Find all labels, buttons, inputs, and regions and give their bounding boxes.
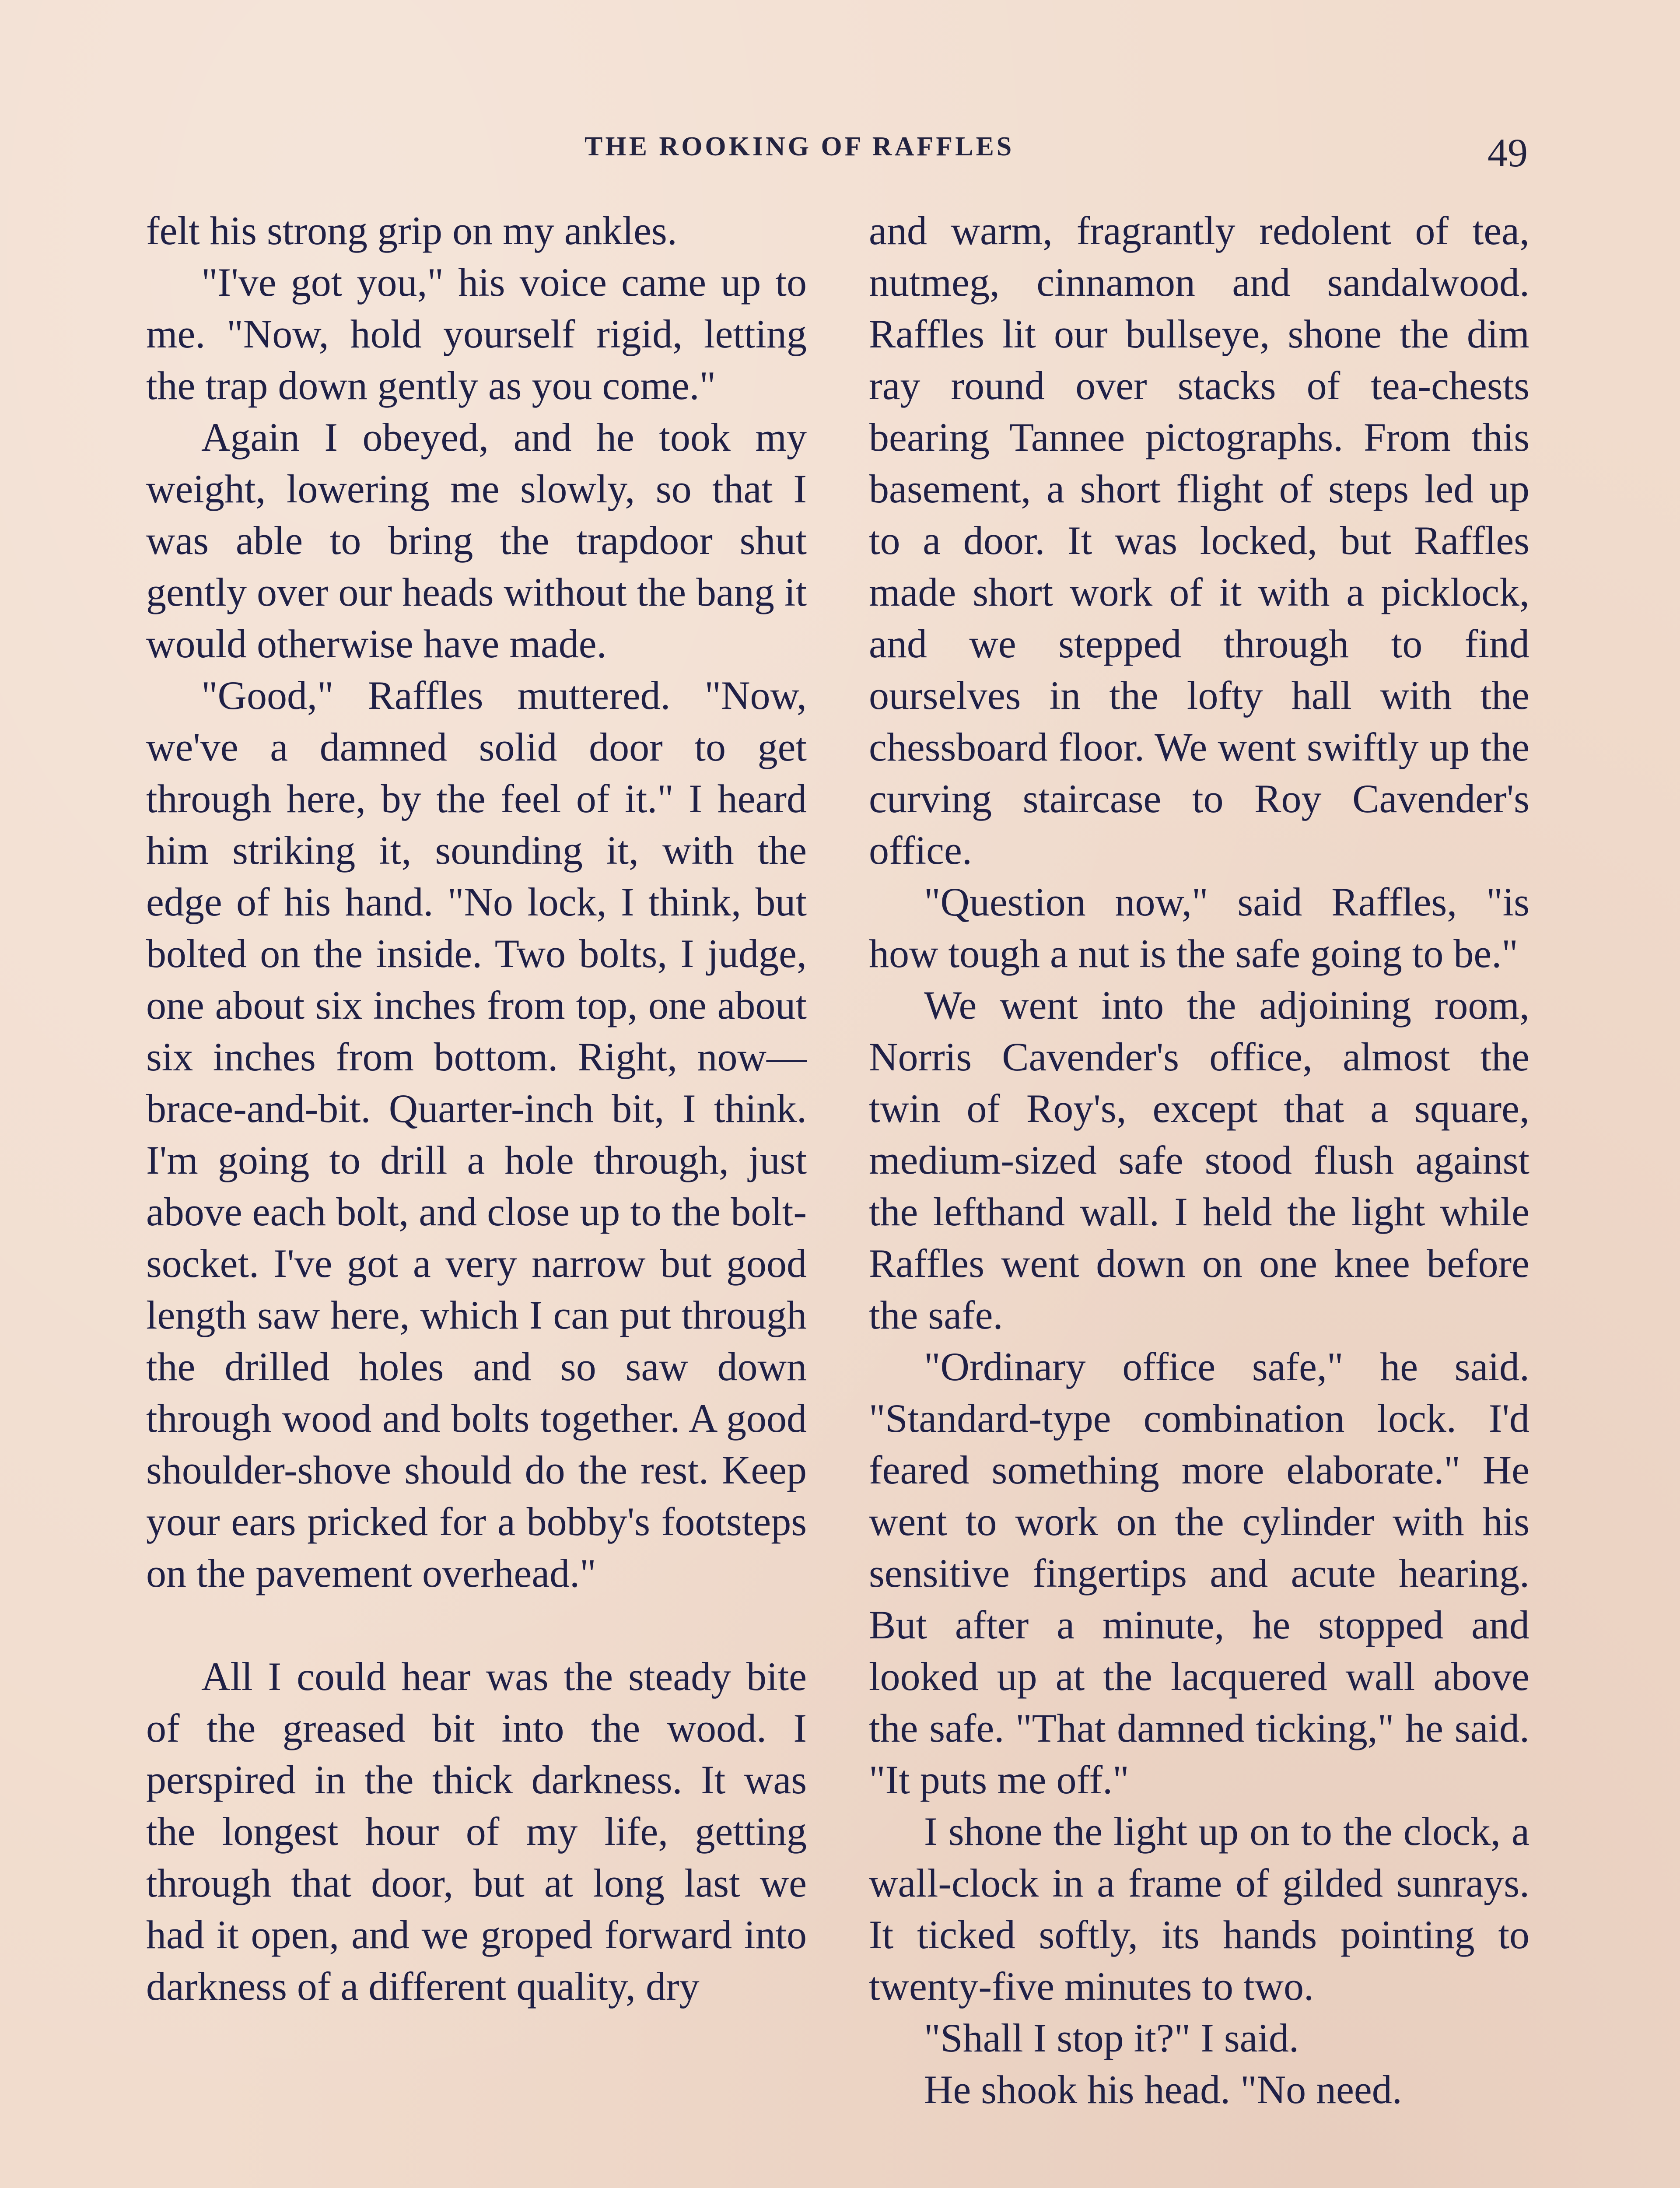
right-column [869,205,1530,2115]
section-break [146,1599,807,1651]
left-column [146,205,807,2012]
running-title: THE ROOKING OF RAFFLES [584,132,1015,161]
paragraph: Again I obeyed, and he took my weight, lowering me slowly, so that I was able to bring the trapdoor shut gently over our heads without the bang it would otherwise have made. [146,415,807,666]
paragraph: I shone the light up on to the clock, a wall-clock in a frame of gilded sunrays. It ticked softly, its hands pointing to twenty-five minutes to two. [869,1809,1530,2009]
paragraph: We went into the adjoining room, Norris Cavender's office, almost the twin of Roy's, except that a square, medium-sized safe stood flush against the lefthand wall. I held the light while Raffles went down on one knee before the safe. [869,983,1530,1337]
paragraph: "I've got you," his voice came up to me. "Now, hold yourself rigid, letting the trap down gently as you come." [146,260,807,408]
paragraph: "Good," Raffles muttered. "Now, we've a damned solid door to get through here, by the feel of it." I heard him striking it, sounding it, with the edge of his hand. "No lock, I think, but bolted on the inside. Two bolts, I judge, one about six inches from top, one about six inches from bottom. Right, now—brace-and-bit. Quarter-inch bit, I think. I'm going to drill a hole through, just above each bolt, and close up to the bolt-socket. I've got a very narrow but good length saw here, which I can put through the drilled holes and so saw down through wood and bolts together. A good shoulder-shove should do the rest. Keep your ears pricked for a bobby's footsteps on the pavement overhead." [146,673,807,1595]
paragraph: "Ordinary office safe," he said. "Standard-type combination lock. I'd feared something more elaborate." He went to work on the cylinder with his sensitive fingertips and acute hearing. But after a minute, he stopped and looked up at the lacquered wall above the safe. "That damned ticking," he said. "It puts me off." [869,1344,1530,1802]
paragraph: "Question now," said Raffles, "is how tough a nut is the safe going to be." [869,880,1530,976]
paragraph: All I could hear was the steady bite of the greased bit into the wood. I perspired in the thick darkness. It was the longest hour of my life, getting through that door, but at long last we had it open, and we groped forward into darkness of a different quality, dry [146,1654,807,2009]
paragraph: He shook his head. "No need. [924,2067,1402,2112]
paragraph: and warm, fragrantly redolent of tea, nutmeg, cinnamon and sandalwood. Raffles lit our bullseye, shone the dim ray round over stacks of tea-chests bearing Tannee pictographs. From this basement, a short flight of steps led up to a door. It was locked, but Raffles made short work of it with a picklock, and we stepped through to find ourselves in the lofty hall with the chessboard floor. We went swiftly up the curving staircase to Roy Cavender's office. [869,208,1530,873]
page-number: 49 [1488,130,1528,175]
paragraph: felt his strong grip on my ankles. [146,208,677,253]
paragraph: "Shall I stop it?" I said. [924,2016,1299,2060]
